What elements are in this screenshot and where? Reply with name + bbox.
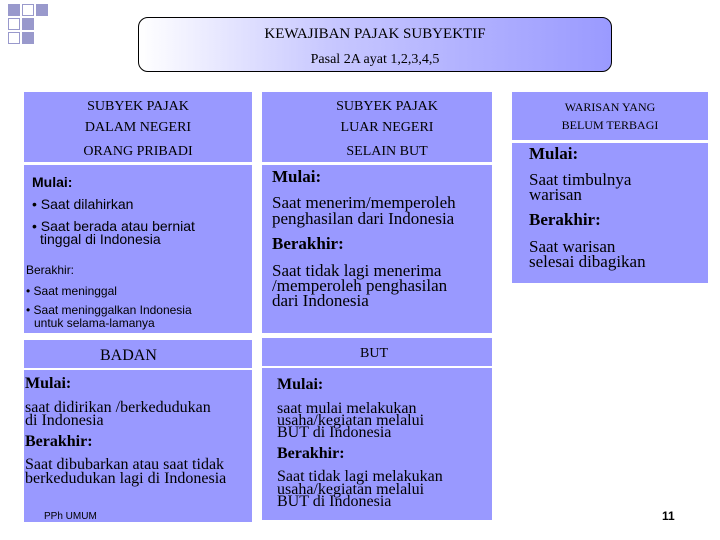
col-luar-negeri-mulai-line: penghasilan dari Indonesia — [272, 209, 455, 228]
col-orang-pribadi-header-line: DALAM NEGERI — [84, 120, 192, 135]
but-mulai-label: Mulai: — [277, 376, 324, 393]
col-luar-negeri-header-line: LUAR NEGERI — [340, 120, 434, 135]
title-main: KEWAJIBAN PAJAK SUBYEKTIF — [264, 26, 486, 42]
but-mulai-line: usaha/kegiatan melalui — [277, 412, 425, 429]
col-warisan-mulai-label: Mulai: — [529, 144, 579, 163]
page-number: 11 — [662, 509, 675, 523]
col-warisan-header-line: BELUM TERBAGI — [561, 118, 659, 132]
but-berakhir-line: usaha/kegiatan melalui — [277, 481, 425, 498]
but-berakhir-line: Saat tidak lagi melakukan — [277, 468, 443, 485]
col-orang-pribadi-mulai-label: Mulai: — [32, 174, 73, 190]
col-orang-pribadi-header-line: ORANG PRIBADI — [83, 144, 193, 159]
col-orang-pribadi-mulai-item: • Saat berada atau berniat — [32, 218, 195, 234]
decorative-square — [36, 4, 48, 16]
decorative-square — [8, 4, 20, 16]
badan-berakhir-label: Berakhir: — [25, 433, 93, 450]
col-warisan-header-line: WARISAN YANG — [564, 100, 656, 114]
col-warisan-mulai-line: warisan — [529, 185, 582, 204]
col-warisan-mulai-line: Saat timbulnya — [529, 170, 632, 189]
col-orang-pribadi-berakhir-label: Berakhir: — [26, 263, 75, 277]
col-luar-negeri-header-line: SUBYEK PAJAK — [336, 99, 438, 114]
col-orang-pribadi-berakhir-item: • Saat meninggalkan Indonesia — [26, 303, 192, 317]
badan-header: BADAN — [100, 347, 157, 364]
title-subtitle: Pasal 2A ayat 1,2,3,4,5 — [310, 52, 440, 67]
col-orang-pribadi-header-line: SUBYEK PAJAK — [87, 99, 189, 114]
but-header: BUT — [360, 346, 388, 361]
but-mulai-line: BUT di Indonesia — [277, 424, 392, 441]
col-orang-pribadi-mulai-item: • Saat dilahirkan — [32, 196, 134, 212]
col-luar-negeri-berakhir-label: Berakhir: — [272, 234, 344, 253]
badan-mulai-line: di Indonesia — [25, 412, 104, 429]
decorative-square — [22, 4, 34, 16]
decorative-square — [8, 18, 20, 30]
col-luar-negeri-header-line: SELAIN BUT — [346, 144, 428, 159]
col-warisan-berakhir-label: Berakhir: — [529, 210, 601, 229]
col-warisan-berakhir-line: Saat warisan — [529, 237, 616, 256]
decorative-square — [22, 18, 34, 30]
badan-berakhir-line: Saat dibubarkan atau saat tidak — [25, 456, 225, 473]
badan-mulai-label: Mulai: — [25, 375, 72, 392]
col-luar-negeri-mulai-line: Saat menerim/memperoleh — [272, 193, 456, 212]
but-berakhir-label: Berakhir: — [277, 445, 345, 462]
footer-pph-umum: PPh UMUM — [44, 511, 97, 522]
col-luar-negeri-berakhir-line: Saat tidak lagi menerima — [272, 261, 442, 280]
col-luar-negeri-mulai-label: Mulai: — [272, 167, 322, 186]
decorative-square — [8, 32, 20, 44]
col-orang-pribadi-mulai-item: tinggal di Indonesia — [40, 231, 161, 247]
badan-mulai-line: saat didirikan /berkedudukan — [25, 399, 211, 416]
but-mulai-line: saat mulai melakukan — [277, 400, 417, 417]
col-luar-negeri-berakhir-line: /memperoleh penghasilan — [272, 276, 448, 295]
col-warisan-berakhir-line: selesai dibagikan — [529, 252, 646, 271]
col-orang-pribadi-berakhir-item: untuk selama-lamanya — [34, 316, 155, 330]
title-box — [138, 17, 612, 72]
col-luar-negeri-berakhir-line: dari Indonesia — [272, 291, 369, 310]
but-berakhir-line: BUT di Indonesia — [277, 493, 392, 510]
badan-berakhir-line: berkedudukan lagi di Indonesia — [25, 470, 227, 487]
col-orang-pribadi-berakhir-item: • Saat meninggal — [26, 284, 117, 298]
decorative-square — [22, 32, 34, 44]
